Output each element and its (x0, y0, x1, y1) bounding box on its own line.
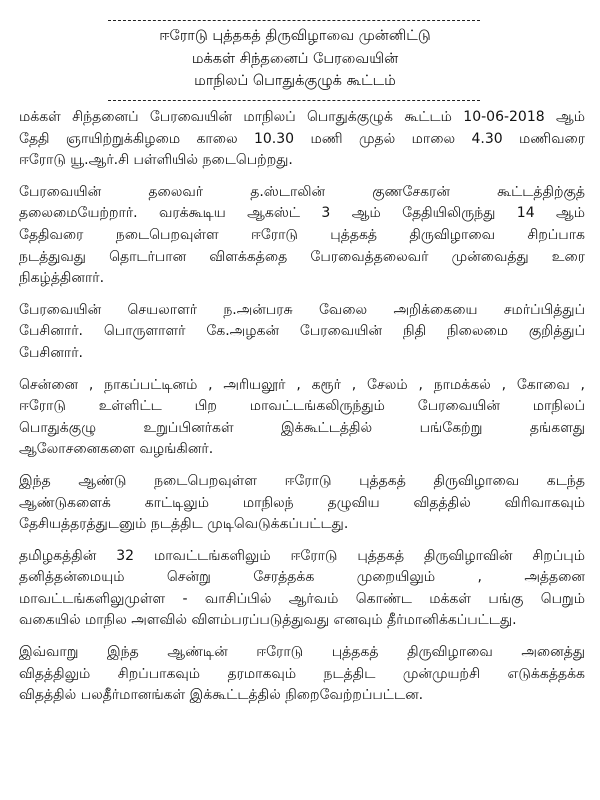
paragraph (19, 471, 585, 536)
bottom-dashed-rule (108, 100, 480, 101)
paragraph-line: தேசியத்தரத்துடனும் நடத்திட முடிவெடுக்கப்பட்டது. (19, 516, 349, 533)
paragraph-line: மாவட்டங்களிலுமுள்ள - வாசிப்பில் ஆர்வம் கொண்ட மக்கள் பங்கு பெறும் (19, 590, 585, 607)
paragraph (19, 107, 585, 172)
paragraph-line: ஈரோடு உள்ளிட்ட பிற மாவட்டங்கலிருந்தும் பேரவையின் மாநிலப் (19, 398, 585, 415)
paragraph-line: மக்கள் சிந்தனைப் பேரவையின் மாநிலப் பொதுக்குழுக் கூட்டம் 10-06-2018 ஆம் (19, 109, 585, 125)
heading-line: மாநிலப் பொதுக்குழுக் கூட்டம் (194, 73, 396, 89)
paragraph-line: பொதுக்குழு உறுப்பினர்கள் இக்கூட்டத்தில் பங்கேற்று தங்களது (19, 419, 585, 436)
heading-line: மக்கள் சிந்தனைப் பேரவையின் (191, 50, 399, 67)
document-body (19, 107, 585, 717)
paragraph-line: நிகழ்த்தினார். (19, 270, 105, 287)
paragraph-line: பேசினார். (19, 344, 83, 361)
paragraph-line: தனித்தன்மையும் சென்று சேரத்தக்க முறையிலும் , அத்தனை (19, 569, 585, 586)
heading-line: ஈரோடு புத்தகத் திருவிழாவை முன்னிட்டு (159, 28, 431, 44)
paragraph-line: இந்த ஆண்டு நடைபெறவுள்ள ஈரோடு புத்தகத் திருவிழாவை கடந்த (19, 472, 585, 489)
paragraph-line: ஈரோடு யூ.ஆர்.சி பள்ளியில் நடைபெற்றது. (19, 152, 293, 169)
paragraph-line: ஆண்டுகளைக் காட்டிலும் மாநிலந் தழுவிய விதத்தில் விரிவாகவும் (19, 494, 585, 511)
paragraph-line: பேசினார். பொருளாளர் கே.அழகன் பேரவையின் நிதி நிலைமை குறித்துப் (19, 323, 585, 340)
paragraph-line: நடத்துவது தொடர்பான விளக்கத்தை பேரவைத்தலைவர் முன்வைத்து உரை (19, 248, 585, 265)
paragraph-line: வகையில் மாநில அளவில் விளம்பரப்படுத்துவது எனவும் தீர்மானிக்கப்பட்டது. (19, 612, 517, 629)
paragraph-line: பேரவையின் தலைவர் த.ஸ்டாலின் குணசேகரன் கூட்டத்திற்குத் (19, 183, 585, 200)
paragraph-line: தலைமையேற்றார். வரக்கூடிய ஆகஸ்ட் 3 ஆம் தேதியிலிருந்து 14 ஆம் (19, 205, 585, 222)
paragraph-line: சென்னை , நாகப்பட்டினம் , அரியலூர் , கரூர் , சேலம் , நாமக்கல் , கோவை , (19, 376, 585, 393)
paragraph-line: பேரவையின் செயலாளர் ந.அன்பரசு வேலை அறிக்கையை சமர்ப்பித்துப் (19, 301, 585, 318)
top-dashed-rule (108, 20, 480, 21)
paragraph-line: ஆலோசனைகளை வழங்கினர். (19, 441, 214, 458)
paragraph-line: விதத்தில் பலதீர்மானங்கள் இக்கூட்டத்தில் நிறைவேற்றப்பட்டன. (19, 687, 424, 704)
paragraph (19, 182, 585, 290)
paragraph-line: தேதி ஞாயிற்றுக்கிழமை காலை 10.30 மணி முதல் மாலை 4.30 மணிவரை (19, 130, 585, 147)
paragraph (19, 375, 585, 461)
paragraph-line: தமிழகத்தின் 32 மாவட்டங்களிலும் ஈரோடு புத்தகத் திருவிழாவின் சிறப்பும் (19, 547, 585, 564)
paragraph (19, 300, 585, 365)
paragraph (19, 642, 585, 707)
paragraph-line: இவ்வாறு இந்த ஆண்டின் ஈரோடு புத்தகத் திருவிழாவை அனைத்து (19, 644, 585, 661)
paragraph (19, 546, 585, 632)
document-heading (100, 25, 490, 93)
paragraph-line: தேதிவரை நடைபெறவுள்ள ஈரோடு புத்தகத் திருவிழாவை சிறப்பாக (19, 226, 585, 243)
paragraph-line: விதத்திலும் சிறப்பாகவும் தரமாகவும் நடத்திட முன்முயற்சி எடுக்கத்தக்க (19, 665, 585, 682)
